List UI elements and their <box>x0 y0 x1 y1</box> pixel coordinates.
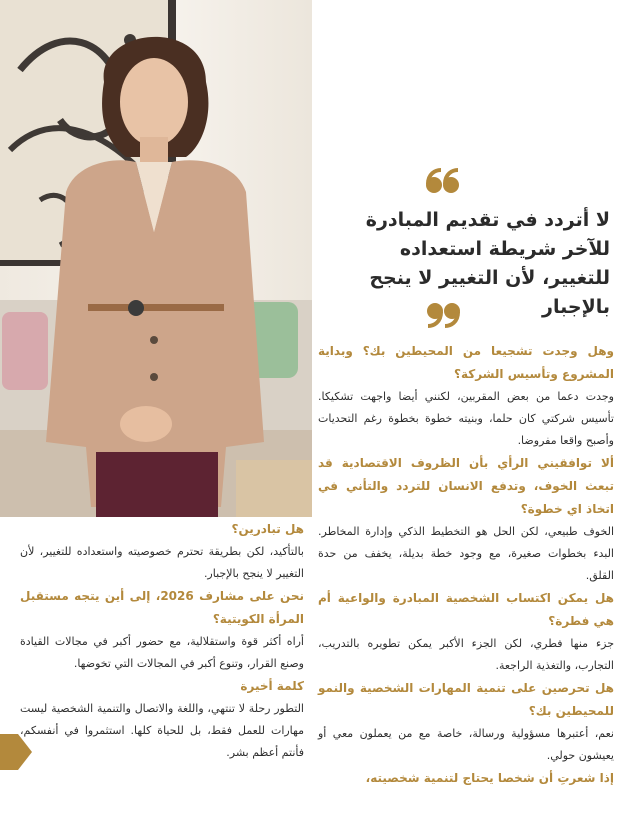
answer: أراه أكثر قوة واستقلالية، مع حضور أكبر في مجالات القيادة وصنع القرار، وتنوع أكبر في المجالات التي تخوضها. <box>20 635 304 670</box>
answer: جزء منها فطري، لكن الجزء الأكبر يمكن تطويره بالتدريب، التجارب، والتغذية الراجعة. <box>318 637 614 672</box>
answer: التطور رحلة لا تنتهي، واللغة والاتصال والتنمية الشخصية ليست مهارات للعمل فقط، بل للحياة كلها. استثمروا في أنفسكم، فأنتم أعظم بشر. <box>20 702 304 759</box>
question: كلمة أخيرة <box>240 679 304 693</box>
question: ألا توافقيني الرأي بأن الظروف الاقتصادية قد تبعث الخوف، وتدفع الانسان للتردد والتأني في اتخاذ اي خطوة؟ <box>318 456 614 516</box>
quote-open-icon <box>425 168 461 196</box>
question: وهل وجدت تشجيعا من المحيطين بك؟ وبداية المشروع وتأسيس الشركة؟ <box>318 344 614 381</box>
article-column-left <box>20 518 304 764</box>
pull-quote-text: لا أتردد في تقديم المبادرة للآخر شريطة استعداده للتغيير، لأن التغيير لا ينجح بالإجبار <box>365 209 610 318</box>
question: هل تحرصين على تنمية المهارات الشخصية والنمو للمحيطين بك؟ <box>318 681 614 718</box>
answer: وجدت دعما من بعض المقربين، لكنني أيضا واجهت تشكيكا. تأسيس شركتي كان حلما، وبنيته خطوة بخطوة رغم التحديات وأصبح واقعا مفروضا. <box>318 390 614 447</box>
question: إذا شعرتِ أن شخصا يحتاج لتنمية شخصيته، <box>365 771 614 785</box>
woman-figure <box>36 22 276 517</box>
question: هل تبادرين؟ <box>231 522 304 536</box>
page-marker-tab <box>0 734 32 770</box>
question: نحن على مشارف 2026، إلى أين يتجه مستقبل المرأة الكويتية؟ <box>20 589 304 626</box>
answer: الخوف طبيعي، لكن الحل هو التخطيط الذكي وإدارة المخاطر. البدء بخطوات صغيرة، مع وجود خطة بديلة، يخفف من حدة القلق. <box>318 525 614 582</box>
quote-close-icon <box>425 300 461 328</box>
answer: بالتأكيد، لكن بطريقة تحترم خصوصيته واستعداده للتغيير، لأن التغيير لا ينجح بالإجبار. <box>20 545 304 580</box>
article-column-right <box>318 340 614 790</box>
answer: نعم، أعتبرها مسؤولية ورسالة، خاصة مع من يعملون معي أو يعيشون حولي. <box>318 727 614 762</box>
portrait-photo <box>0 0 312 517</box>
question: هل يمكن اكتساب الشخصية المبادرة والواعية أم هي فطرة؟ <box>318 591 614 628</box>
